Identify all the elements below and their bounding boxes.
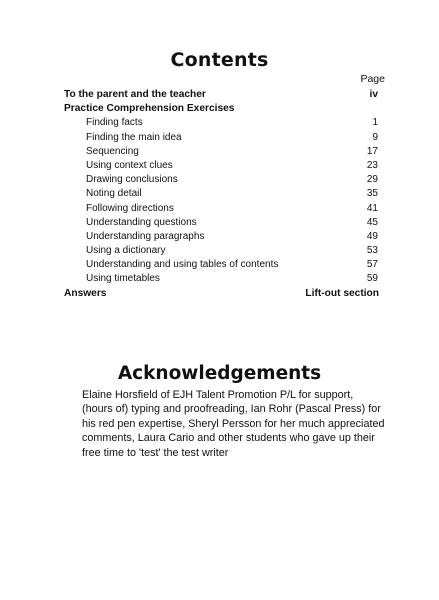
toc-entry-understanding-questions [64,216,385,230]
toc-entry-context-clues [64,159,385,173]
toc-entry-page: 23 [366,159,378,171]
toc-entry-drawing-conclusions [64,173,385,187]
toc-entry-page [378,102,385,116]
toc-entry-label: Finding the main idea [86,131,182,143]
toc-entry-label: Answers [64,287,107,299]
acknowledgements-line: his red pen expertise, Sheryl Persson for her much appreciated [82,417,385,430]
toc-entry-page: 29 [366,174,378,186]
toc-entry-page: 45 [366,216,378,228]
toc-entry-main-idea [64,131,385,145]
toc-entry-sequencing [64,145,385,159]
page-column-label: Page [360,73,385,85]
toc-entry-tables-of-contents [64,258,385,272]
acknowledgements-line: comments, Laura Cario and other students who gave up their [82,432,375,445]
acknowledgements-line: free time to 'test' the test writer [82,446,229,459]
acknowledgements-heading: Acknowledgements [117,363,322,384]
toc-entry-practice-exercises [64,102,385,116]
acknowledgements-text [82,388,385,460]
toc-entry-label: Practice Comprehension Exercises [64,103,235,115]
toc-entry-label: Understanding and using tables of contents [86,259,279,271]
table-of-contents [64,88,385,301]
toc-entry-label: Using timetables [86,273,160,285]
toc-entry-label: Noting detail [86,188,142,200]
toc-entry-page: 59 [366,273,378,285]
toc-entry-label: Understanding questions [86,216,197,228]
acknowledgements-line: Elaine Horsfield of EJH Talent Promotion P/L for support, [82,389,354,401]
toc-entry-page: iv [369,89,378,100]
toc-entry-page: 49 [366,230,378,242]
toc-entry-label: Using context clues [86,159,173,171]
toc-entry-finding-facts [64,116,385,130]
toc-entry-label: Following directions [86,202,174,214]
toc-entry-page: 35 [366,188,378,200]
contents-heading: Contents [170,49,269,71]
toc-entry-page: 17 [366,145,378,157]
toc-entry-page: 41 [366,202,378,214]
toc-entry-parent-teacher [64,88,385,102]
toc-entry-timetables [64,272,385,286]
toc-entry-label: Using a dictionary [86,245,166,257]
toc-entry-understanding-paragraphs [64,230,385,244]
toc-entry-page: 53 [366,245,378,257]
toc-entry-label: To the parent and the teacher [64,89,206,100]
toc-entry-page: 1 [372,117,378,129]
toc-entry-label: Sequencing [86,145,139,157]
toc-entry-page: 9 [372,131,378,143]
toc-entry-using-dictionary [64,244,385,258]
toc-entry-page: 57 [366,259,378,271]
toc-entry-noting-detail [64,187,385,201]
acknowledgements-line: (hours of) typing and proofreading, Ian Rohr (Pascal Press) for [82,403,381,416]
toc-entry-label: Finding facts [86,117,143,129]
toc-entry-answers [64,287,385,301]
toc-entry-label: Drawing conclusions [86,174,178,186]
toc-entry-following-directions [64,202,385,216]
toc-entry-label: Understanding paragraphs [86,230,205,242]
toc-entry-page: Lift-out section [305,287,379,299]
